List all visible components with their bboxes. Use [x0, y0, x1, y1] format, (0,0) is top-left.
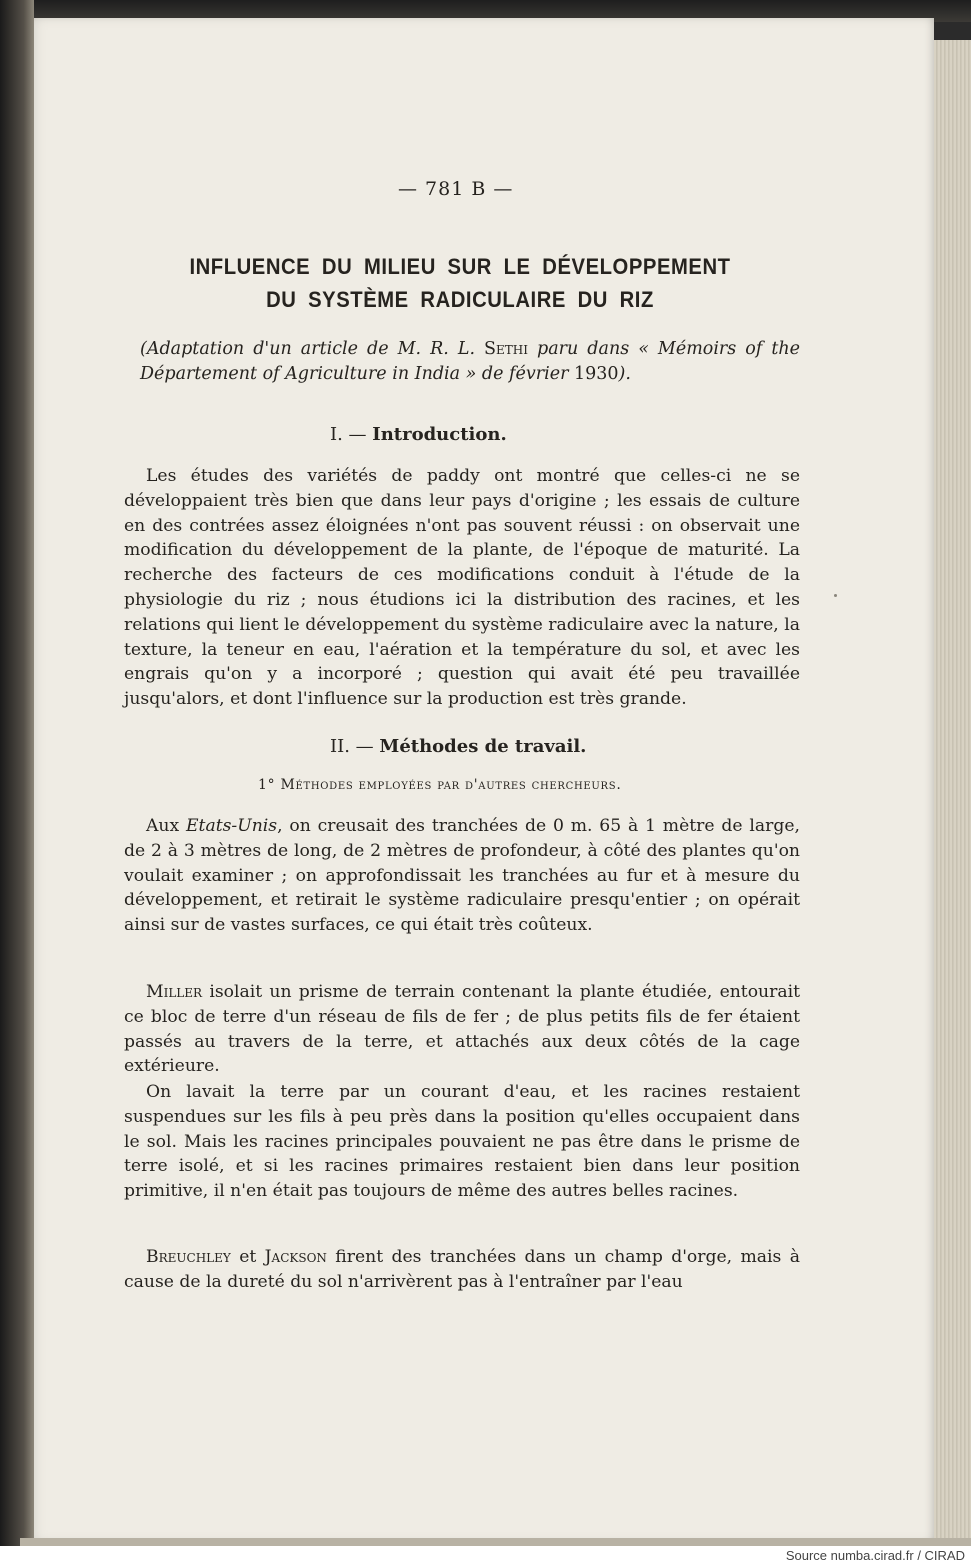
- subtitle-part-3: ).: [618, 364, 631, 384]
- section-heading-introduction: [330, 424, 507, 445]
- paragraph-usa-rest: , on creusait des tranchées de 0 m. 65 à 1 mètre de large, de 2 à 3 mètres de long, de 2 mètres de profondeur, à côté des plantes qu'on voulait examiner ; on approfondissait les tranchées au fur et à mesure du développement, et retirait le système radiculaire presqu'entier ; on opérait ainsi sur de vastes surfaces, ce qui était très coûteux.: [124, 816, 800, 936]
- book-spine-shadow: [0, 0, 34, 1546]
- page-number: — 781 B —: [398, 178, 514, 200]
- section-1-title: Introduction.: [372, 424, 507, 445]
- paragraph-breuchley: [124, 1245, 800, 1295]
- paragraph-breuchley-joiner: et: [230, 1247, 265, 1267]
- section-1-number: I. —: [330, 424, 373, 445]
- source-credit: Source numba.cirad.fr / CIRAD: [786, 1546, 965, 1566]
- paragraph-water-washing: [124, 1080, 800, 1204]
- article-subtitle: [140, 337, 800, 387]
- section-heading-methods: [330, 736, 586, 757]
- subsection-heading-other-researchers: 1° Méthodes employées par d'autres chercheurs.: [258, 777, 622, 793]
- subtitle-author: Sethi: [484, 339, 528, 359]
- paragraph-water-washing-text: On lavait la terre par un courant d'eau, et les racines restaient suspendues sur les fils à peu près dans la position qu'elles occupaient dans le sol. Mais les racines principales pouvaient ne pas être dans le prisme de terre isolé, et si les racines primaires restaient bien dans leur position primitive, il n'en était pas toujours de même des autres belles racines.: [124, 1082, 800, 1202]
- subtitle-part-2: paru dans « Mémoirs of the Département of Agriculture in India » de février: [140, 339, 800, 384]
- subtitle-part-1: (Adaptation d'un article de M. R. L.: [140, 339, 485, 359]
- paragraph-breuchley-name-1: Breuchley: [146, 1247, 231, 1267]
- subtitle-year: 1930: [574, 364, 619, 384]
- paragraph-breuchley-name-2: Jackson: [264, 1247, 327, 1267]
- article-title-line-2: DU SYSTÈME RADICULAIRE DU RIZ: [266, 287, 654, 312]
- paragraph-usa-lead: Aux: [146, 816, 186, 836]
- book-bottom-edge: [20, 1538, 971, 1546]
- paragraph-usa-place: Etats-Unis: [186, 816, 278, 836]
- section-2-number: II. —: [330, 736, 380, 757]
- paragraph-miller-rest: isolait un prisme de terrain contenant la plante étudiée, entourait ce bloc de terre d'un réseau de fils de fer ; de plus petits fils de fer étaient passés au travers de la terre, et attachés aux deux côtés de la cage extérieure.: [124, 982, 800, 1077]
- paper-speck: [834, 594, 837, 597]
- intro-paragraph-text: Les études des variétés de paddy ont montré que celles-ci ne se développaient très bien que dans leur pays d'origine ; les essais de culture en des contrées assez éloignées n'ont pas souvent réussi : on observait une modification du développement de la plante, de l'époque de maturité. La recherche des facteurs de ces modifications conduit à l'étude de la physiologie du riz ; nous étudions ici la distribution des racines, et les relations qui lient le développement du système radiculaire avec la nature, la texture, la teneur en eau, l'aération et la température du sol, et avec les engrais qu'on y a incorporé ; question qui avait été peu travaillée jusqu'alors, et dont l'influence sur la production est très grande.: [124, 466, 800, 710]
- intro-paragraph: [124, 464, 800, 712]
- section-2-title: Méthodes de travail.: [379, 736, 587, 757]
- page-stack-edges: [934, 40, 971, 1540]
- paragraph-breuchley-rest: firent des tranchées dans un champ d'orge, mais à cause de la dureté du sol n'arrivèrent pas à l'entraîner par l'eau: [124, 1247, 800, 1292]
- paragraph-usa: [124, 814, 800, 938]
- paragraph-miller-name: Miller: [146, 982, 203, 1002]
- paragraph-miller: [124, 980, 800, 1079]
- article-title-line-1: INFLUENCE DU MILIEU SUR LE DÉVELOPPEMENT: [189, 254, 731, 279]
